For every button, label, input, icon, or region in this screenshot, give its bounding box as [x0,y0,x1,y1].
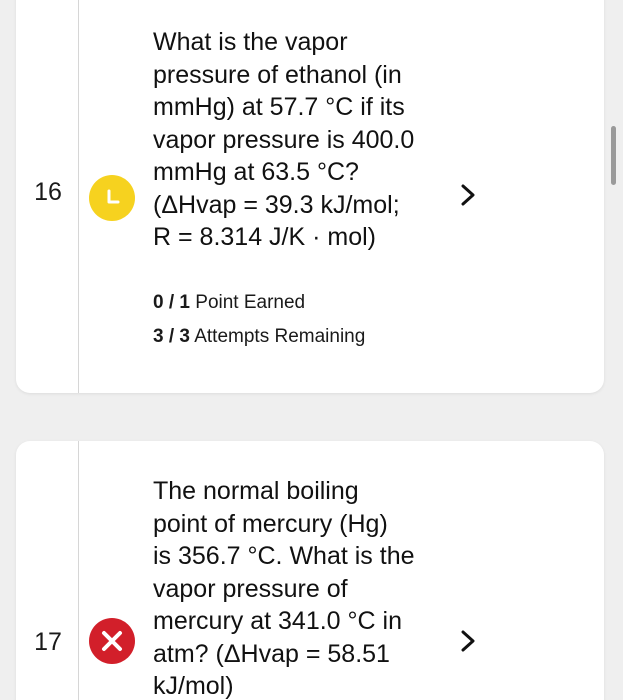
scrollbar-thumb[interactable] [611,126,616,185]
question-number: 17 [34,628,62,656]
chevron-right-icon[interactable] [456,183,480,207]
points-earned [153,292,305,314]
points-value: 0 / 1 [153,292,190,313]
clock-icon [89,175,135,221]
attempts-label: Attempts Remaining [194,326,366,347]
card-divider [78,0,79,393]
points-label: Point Earned [195,292,306,313]
question-text: What is the vapor pressure of ethanol (in mmHg) at 57.7 °C if its vapor pressure is 400.0 mmHg at 63.5 °C? (ΔHvap = 39.3 kJ/mol; R = 8.314 J/K · mol) [153,28,415,251]
x-icon [89,618,135,664]
card-divider [78,441,79,700]
question-card-16[interactable] [16,0,604,393]
question-text: The normal boiling point of mercury (Hg) is 356.7 °C. What is the vapor pressure of mercury at 341.0 °C in atm? (ΔHvap = 58.51 kJ/mol) [153,477,415,700]
attempts-value: 3 / 3 [153,326,190,347]
chevron-right-icon[interactable] [456,629,480,653]
question-card-17[interactable] [16,441,604,700]
question-number: 16 [34,178,62,206]
attempts-remaining [153,326,365,348]
